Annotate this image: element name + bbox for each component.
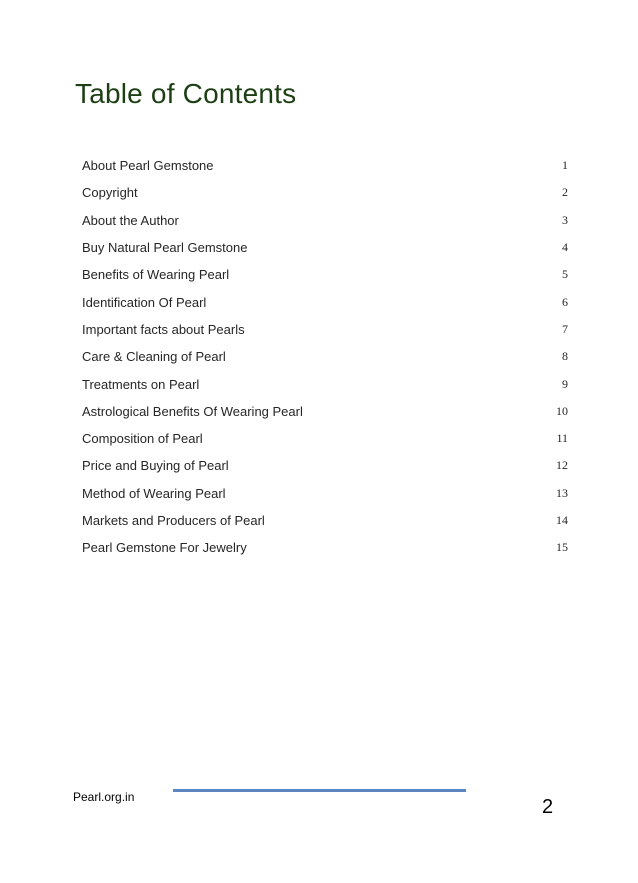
toc-entry-page: 2 — [562, 185, 568, 200]
toc-entry-label: Buy Natural Pearl Gemstone — [82, 240, 248, 256]
toc-entry[interactable] — [82, 234, 568, 261]
toc-entry-page: 10 — [556, 403, 568, 418]
toc-entry-label: Composition of Pearl — [82, 431, 203, 447]
toc-list — [82, 152, 568, 561]
toc-entry[interactable] — [82, 452, 568, 479]
toc-entry-page: 15 — [556, 540, 568, 555]
toc-entry-page: 14 — [556, 513, 568, 527]
footer-divider — [173, 789, 466, 792]
toc-entry-label: Treatments on Pearl — [82, 376, 200, 392]
toc-entry-label: About Pearl Gemstone — [82, 158, 214, 174]
toc-entry-page: 8 — [562, 349, 568, 364]
toc-entry-label: Care & Cleaning of Pearl — [82, 349, 226, 365]
toc-entry-page: 1 — [562, 158, 568, 173]
toc-entry-page: 3 — [562, 212, 568, 227]
toc-entry[interactable] — [82, 370, 568, 397]
toc-entry-page: 5 — [562, 267, 568, 282]
toc-entry[interactable] — [82, 179, 568, 206]
toc-entry-label: Important facts about Pearls — [82, 321, 245, 337]
toc-entry[interactable] — [82, 261, 568, 288]
toc-entry-label: Astrological Benefits Of Wearing Pearl — [82, 403, 303, 419]
toc-entry-page: 11 — [556, 431, 568, 446]
toc-entry[interactable] — [82, 152, 568, 179]
toc-entry-label: Price and Buying of Pearl — [82, 458, 229, 474]
toc-entry[interactable] — [82, 288, 568, 315]
toc-entry[interactable] — [82, 480, 568, 507]
toc-entry-label: Benefits of Wearing Pearl — [82, 267, 230, 283]
toc-entry-page: 6 — [562, 294, 568, 309]
toc-entry-page: 12 — [556, 458, 568, 473]
toc-entry-label: Copyright — [82, 185, 138, 201]
toc-entry-label: Identification Of Pearl — [82, 294, 207, 310]
toc-entry[interactable] — [82, 534, 568, 561]
toc-entry[interactable] — [82, 507, 568, 534]
toc-entry[interactable] — [82, 316, 568, 343]
page-number: 2 — [542, 796, 554, 818]
page-title: Table of Contents — [75, 78, 297, 109]
toc-entry-page: 7 — [562, 321, 568, 336]
toc-entry[interactable] — [82, 207, 568, 234]
toc-entry-label: Pearl Gemstone For Jewelry — [82, 540, 247, 556]
toc-entry-label: Markets and Producers of Pearl — [82, 513, 265, 528]
toc-entry[interactable] — [82, 425, 568, 452]
footer-site-name: Pearl.org.in — [73, 790, 135, 804]
toc-entry-page: 4 — [562, 240, 568, 255]
toc-entry-label: About the Author — [82, 212, 179, 228]
toc-entry-page: 9 — [562, 376, 568, 391]
toc-entry[interactable] — [82, 343, 568, 370]
toc-entry-page: 13 — [556, 485, 568, 500]
toc-entry[interactable] — [82, 398, 568, 425]
toc-entry-label: Method of Wearing Pearl — [82, 485, 226, 501]
